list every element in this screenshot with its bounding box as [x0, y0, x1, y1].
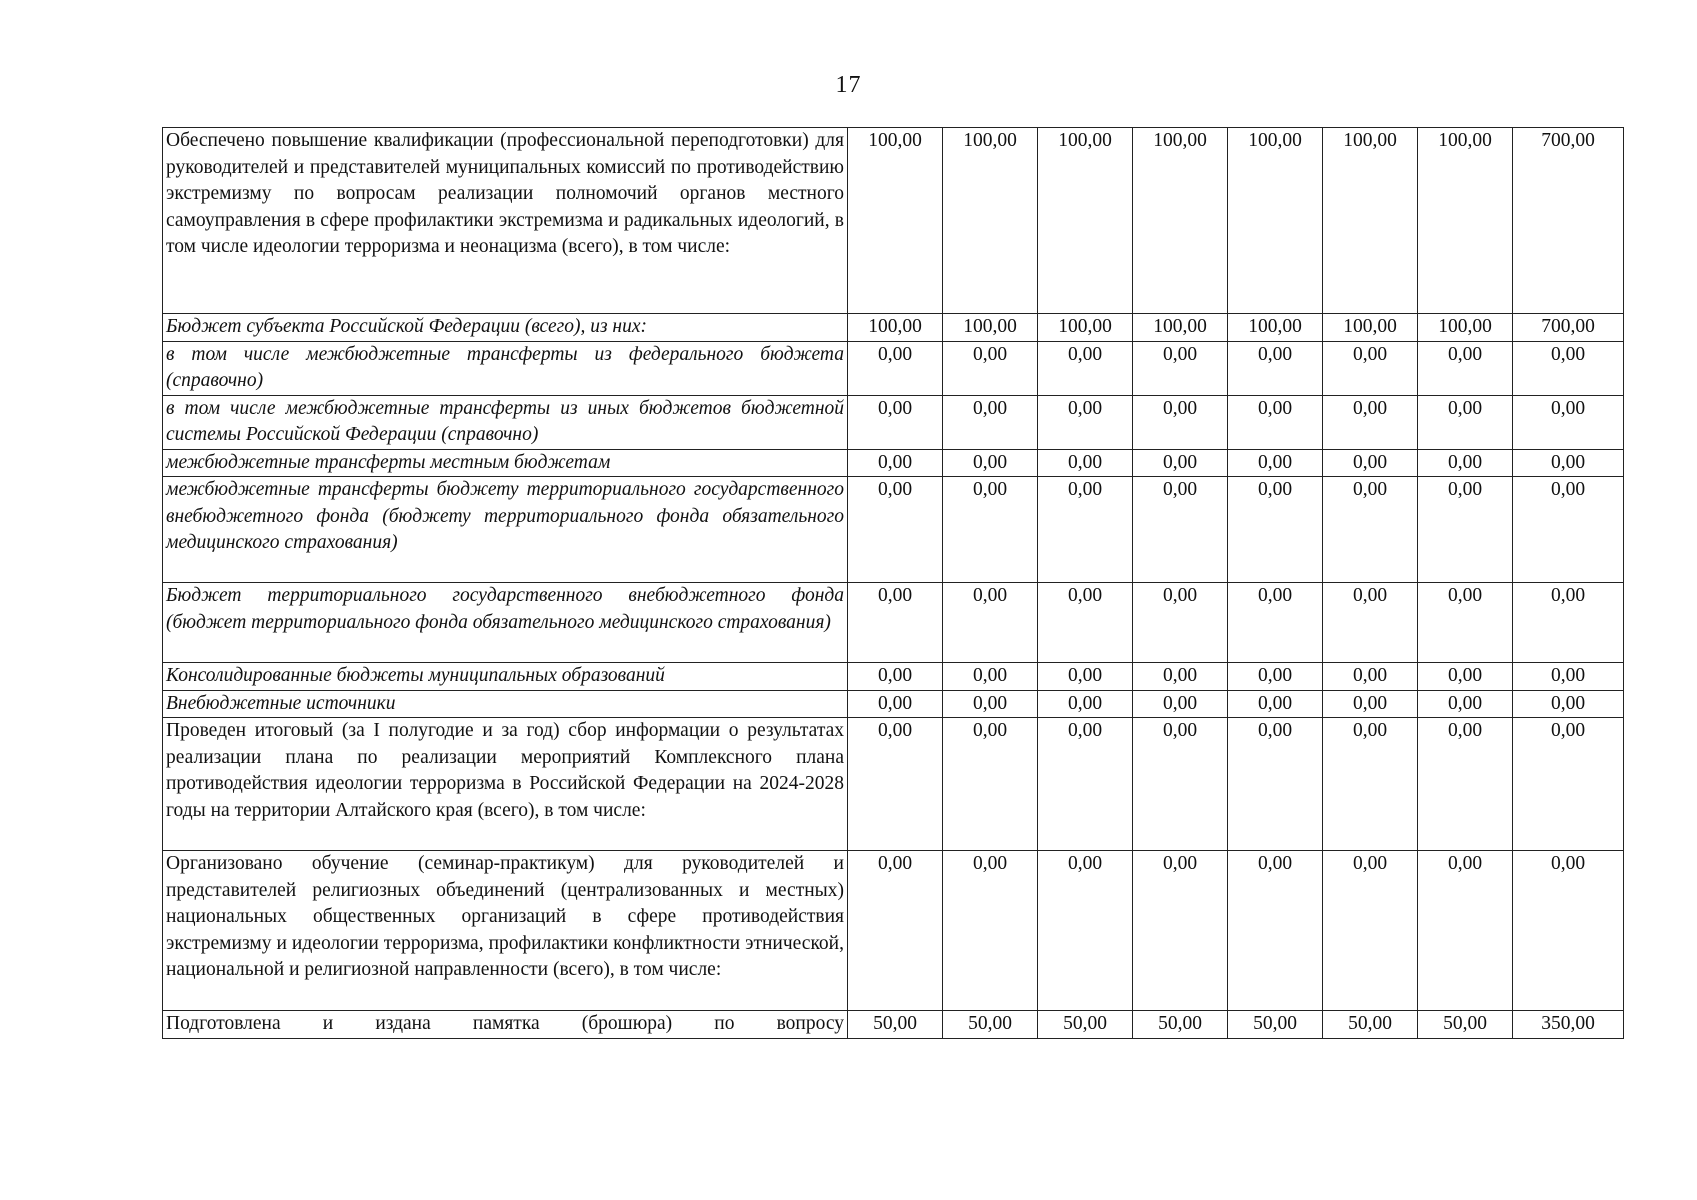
- table-row: [163, 314, 1624, 342]
- row-label: Подготовлена и издана памятка (брошюра) по вопросу: [163, 1011, 848, 1039]
- row-label: Проведен итоговый (за I полугодие и за год) сбор информации о результатах реализации плана по реализации мероприятий Комплексного плана противодействия идеологии терроризма в Российской Федерации на 2024-2028 годы на территории Алтайского края (всего), в том числе:: [163, 718, 848, 851]
- year-value-cell: 0,00: [1418, 341, 1513, 395]
- year-value-cell: 100,00: [1418, 314, 1513, 342]
- year-value-cell: 0,00: [943, 851, 1038, 1011]
- row-label: Консолидированные бюджеты муниципальных образований: [163, 663, 848, 691]
- year-value-cell: 0,00: [943, 583, 1038, 663]
- year-value-cell: 0,00: [943, 477, 1038, 583]
- row-label: Обеспечено повышение квалификации (профессиональной переподготовки) для руководителей и представителей муниципальных комиссий по противодействию экстремизму по вопросам реализации полномочий органов местного самоуправления в сфере профилактики экстремизма и радикальных идеологий, в том числе идеологии терроризма и неонацизма (всего), в том числе:: [163, 128, 848, 314]
- year-value-cell: 0,00: [1228, 477, 1323, 583]
- budget-table: [162, 127, 1624, 1039]
- year-value-cell: 0,00: [1038, 395, 1133, 449]
- table-row: [163, 477, 1624, 583]
- year-value-cell: 0,00: [943, 690, 1038, 718]
- year-value-cell: 50,00: [1133, 1011, 1228, 1039]
- year-value-cell: 0,00: [1323, 718, 1418, 851]
- year-value-cell: 0,00: [1038, 341, 1133, 395]
- year-value-cell: 0,00: [943, 449, 1038, 477]
- year-value-cell: 0,00: [1038, 663, 1133, 691]
- year-value-cell: 50,00: [1038, 1011, 1133, 1039]
- year-value-cell: 100,00: [1133, 314, 1228, 342]
- year-value-cell: 0,00: [848, 449, 943, 477]
- year-value-cell: 0,00: [1418, 449, 1513, 477]
- year-value-cell: 100,00: [1038, 128, 1133, 314]
- year-value-cell: 100,00: [1038, 314, 1133, 342]
- table-row: [163, 341, 1624, 395]
- year-value-cell: 0,00: [1323, 395, 1418, 449]
- total-cell: 700,00: [1513, 314, 1624, 342]
- table-row: [163, 690, 1624, 718]
- row-label: Организовано обучение (семинар-практикум) для руководителей и представителей религиозных объединений (централизованных и местных) национальных общественных организаций в сфере противодействия экстремизму и идеологии терроризма, профилактики конфликтности этнической, национальной и религиозной направленности (всего), в том числе:: [163, 851, 848, 1011]
- year-value-cell: 0,00: [1228, 663, 1323, 691]
- row-label: в том числе межбюджетные трансферты из федерального бюджета (справочно): [163, 341, 848, 395]
- table-row: [163, 583, 1624, 663]
- year-value-cell: 0,00: [1133, 718, 1228, 851]
- year-value-cell: 50,00: [848, 1011, 943, 1039]
- year-value-cell: 100,00: [1418, 128, 1513, 314]
- year-value-cell: 0,00: [1038, 449, 1133, 477]
- total-cell: 0,00: [1513, 718, 1624, 851]
- year-value-cell: 0,00: [1228, 341, 1323, 395]
- year-value-cell: 0,00: [1038, 583, 1133, 663]
- table-row: [163, 851, 1624, 1011]
- year-value-cell: 100,00: [1133, 128, 1228, 314]
- year-value-cell: 0,00: [1418, 477, 1513, 583]
- year-value-cell: 0,00: [1228, 449, 1323, 477]
- table-row: [163, 449, 1624, 477]
- year-value-cell: 0,00: [848, 341, 943, 395]
- year-value-cell: 0,00: [1418, 395, 1513, 449]
- year-value-cell: 0,00: [1228, 583, 1323, 663]
- table-row: [163, 663, 1624, 691]
- total-cell: 0,00: [1513, 395, 1624, 449]
- year-value-cell: 100,00: [943, 314, 1038, 342]
- total-cell: 0,00: [1513, 690, 1624, 718]
- year-value-cell: 0,00: [1418, 690, 1513, 718]
- year-value-cell: 0,00: [1133, 395, 1228, 449]
- row-label: Внебюджетные источники: [163, 690, 848, 718]
- year-value-cell: 0,00: [943, 718, 1038, 851]
- year-value-cell: 0,00: [943, 395, 1038, 449]
- year-value-cell: 0,00: [1038, 690, 1133, 718]
- total-cell: 0,00: [1513, 477, 1624, 583]
- table-row: [163, 128, 1624, 314]
- year-value-cell: 0,00: [1228, 690, 1323, 718]
- year-value-cell: 0,00: [1228, 718, 1323, 851]
- year-value-cell: 0,00: [1133, 341, 1228, 395]
- year-value-cell: 0,00: [1418, 718, 1513, 851]
- year-value-cell: 50,00: [1418, 1011, 1513, 1039]
- year-value-cell: 0,00: [1418, 583, 1513, 663]
- year-value-cell: 0,00: [848, 583, 943, 663]
- year-value-cell: 0,00: [1418, 851, 1513, 1011]
- year-value-cell: 100,00: [1323, 128, 1418, 314]
- year-value-cell: 100,00: [848, 314, 943, 342]
- year-value-cell: 0,00: [1323, 583, 1418, 663]
- row-label: в том числе межбюджетные трансферты из иных бюджетов бюджетной системы Российской Федерации (справочно): [163, 395, 848, 449]
- page-number: 17: [835, 72, 862, 98]
- year-value-cell: 0,00: [1418, 663, 1513, 691]
- year-value-cell: 0,00: [1133, 477, 1228, 583]
- year-value-cell: 100,00: [1228, 314, 1323, 342]
- total-cell: 0,00: [1513, 663, 1624, 691]
- year-value-cell: 0,00: [1323, 663, 1418, 691]
- total-cell: 0,00: [1513, 583, 1624, 663]
- year-value-cell: 0,00: [848, 395, 943, 449]
- year-value-cell: 0,00: [943, 341, 1038, 395]
- row-label: Бюджет субъекта Российской Федерации (всего), из них:: [163, 314, 848, 342]
- year-value-cell: 0,00: [1228, 851, 1323, 1011]
- table-row: [163, 1011, 1624, 1039]
- year-value-cell: 0,00: [848, 663, 943, 691]
- year-value-cell: 0,00: [1038, 477, 1133, 583]
- row-label: Бюджет территориального государственного внебюджетного фонда (бюджет территориального фонда обязательного медицинского страхования): [163, 583, 848, 663]
- year-value-cell: 0,00: [848, 851, 943, 1011]
- year-value-cell: 0,00: [1133, 851, 1228, 1011]
- year-value-cell: 0,00: [1038, 718, 1133, 851]
- year-value-cell: 0,00: [1133, 690, 1228, 718]
- year-value-cell: 0,00: [1133, 449, 1228, 477]
- table-row: [163, 395, 1624, 449]
- total-cell: 700,00: [1513, 128, 1624, 314]
- year-value-cell: 0,00: [1133, 583, 1228, 663]
- year-value-cell: 0,00: [1133, 663, 1228, 691]
- year-value-cell: 0,00: [943, 663, 1038, 691]
- year-value-cell: 0,00: [1228, 395, 1323, 449]
- year-value-cell: 50,00: [1228, 1011, 1323, 1039]
- year-value-cell: 100,00: [1323, 314, 1418, 342]
- total-cell: 0,00: [1513, 341, 1624, 395]
- year-value-cell: 0,00: [848, 718, 943, 851]
- year-value-cell: 100,00: [1228, 128, 1323, 314]
- year-value-cell: 50,00: [1323, 1011, 1418, 1039]
- total-cell: 350,00: [1513, 1011, 1624, 1039]
- year-value-cell: 0,00: [1323, 449, 1418, 477]
- year-value-cell: 0,00: [1323, 477, 1418, 583]
- year-value-cell: 100,00: [848, 128, 943, 314]
- year-value-cell: 0,00: [848, 690, 943, 718]
- year-value-cell: 0,00: [1038, 851, 1133, 1011]
- row-label: межбюджетные трансферты бюджету территориального государственного внебюджетного фонда (бюджету территориального фонда обязательного медицинского страхования): [163, 477, 848, 583]
- year-value-cell: 100,00: [943, 128, 1038, 314]
- year-value-cell: 0,00: [1323, 851, 1418, 1011]
- year-value-cell: 50,00: [943, 1011, 1038, 1039]
- table-row: [163, 718, 1624, 851]
- total-cell: 0,00: [1513, 449, 1624, 477]
- row-label: межбюджетные трансферты местным бюджетам: [163, 449, 848, 477]
- total-cell: 0,00: [1513, 851, 1624, 1011]
- year-value-cell: 0,00: [848, 477, 943, 583]
- year-value-cell: 0,00: [1323, 690, 1418, 718]
- year-value-cell: 0,00: [1323, 341, 1418, 395]
